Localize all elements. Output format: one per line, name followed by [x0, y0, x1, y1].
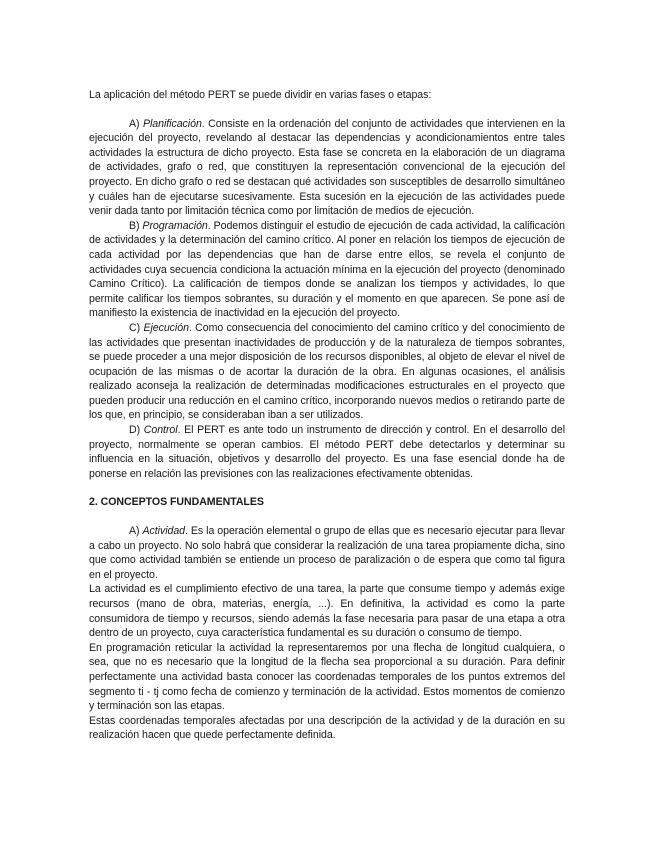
body-paragraph: Estas coordenadas temporales afectadas por una descripción de la actividad y de la duración en su realización hacen que quede perfectamente definida. — [89, 714, 565, 742]
phase-label: C) — [129, 321, 141, 334]
phase-label: B) — [129, 219, 140, 232]
body-paragraph: En programación reticular la actividad la representaremos por una flecha de longitud cualquiera, o sea, que no es necesario que la longitud de la flecha sea proporcional a su duración. Para definir perfectamente una actividad basta conocer las coordenadas temporales de los puntos extremos del segmento ti - tj como fecha de comienzo y terminación de la actividad. Estos momentos de comienzo y terminación son las etapas. — [89, 641, 565, 713]
concept-text: . Es la operación elemental o grupo de ellas que es necesario ejecutar para llevar a cabo un proyecto. No solo habrá que considerar la realización de una tarea propiamente dicha, sino que como actividad también se entiende un proceso de paralización o de espera que como tal figura en el proyecto. — [89, 525, 565, 581]
concept-label: A) — [129, 525, 140, 538]
phase-control — [89, 423, 565, 481]
intro-paragraph: La aplicación del método PERT se puede dividir en varias fases o etapas: — [89, 89, 432, 101]
phase-term: Ejecución — [143, 321, 189, 334]
phase-planificacion — [89, 117, 565, 219]
phase-term: Planificación — [142, 117, 202, 130]
phase-text: . Podemos distinguir el estudio de ejecución de cada actividad, la calificación de actividades y la determinación del camino crítico. Al poner en relación los tiempos de ejecución de cada actividad por las dependencias que han de darse entre ellos, se revela el conjunto de actividades cuya secuencia condiciona la actuación mínima en la ejecución del proyecto (denominado Camino Crítico). La calificación de tiempos donde se analizan los tiempos y actividades, lo que permite calificar los tiempos sobrantes, su duración y el momento en que aparecen. Se pone así de manifiesto la existencia de inactividad en la ejecución del proyecto. — [89, 219, 565, 320]
phase-ejecucion — [89, 321, 565, 423]
document-page — [89, 88, 565, 743]
phase-text: . El PERT es ante todo un instrumento de dirección y control. En el desarrollo del proyecto, normalmente se operan cambios. El método PERT debe detectarlos y determinar su influencia en la situación, objetivos y desarrollo del proyecto. Es una fase esencial donde ha de ponerse en relación las previsiones con las realizaciones efectivamente obtenidas. — [89, 424, 565, 480]
phase-label: A) — [129, 117, 140, 130]
phase-text: . Consiste en la ordenación del conjunto de actividades que intervienen en la ejecución del proyecto, revelando al destacar las dependencias y acondicionamientos entre tales actividades la estructura de dicho proyecto. Esta fase se concreta en la elaboración de un diagrama de actividades, grafo o red, que constituyen la representación convencional de la ejecución del proyecto. En dicho grafo o red se destacan qué actividades son susceptibles de desarrollo simultáneo y cuáles han de ejecutarse sucesivamente. Esta sucesión en la ejecución de las actividades puede venir dada tanto por limitación técnica como por limitación de medios de ejecución. — [89, 117, 565, 218]
phase-term: Programación — [142, 219, 208, 232]
phase-text: . Como consecuencia del conocimiento del camino crítico y del conocimiento de las actividades que presentan inactividades de producción y de la naturaleza de tiempos sobrantes, se puede proceder a una mejor disposición de los recursos disponibles, al objeto de elevar el nivel de ocupación de las mismas o de acortar la duración de la obra. En algunas ocasiones, el análisis realizado aconseja la realización de determinadas modificaciones estructurales en el proyecto que pueden producir una reducción en el camino crítico, incorporando nuevos medios o retirando parte de los que, en principio, se consideraban iban a ser utilizados. — [89, 321, 565, 422]
phase-term: Control — [143, 424, 178, 437]
section-heading: 2. CONCEPTOS FUNDAMENTALES — [89, 496, 264, 509]
concept-term: Actividad — [142, 525, 186, 538]
body-paragraph: La actividad es el cumplimiento efectivo de una tarea, la parte que consume tiempo y además exige recursos (mano de obra, materias, energía, ...). En definitiva, la actividad es como la parte consumidora de tiempo y recursos, siendo además la fase necesaria para pasar de una etapa a otra dentro de un proyecto, cuya característica fundamental es su duración o consumo de tiempo. — [89, 583, 565, 640]
concept-actividad — [89, 524, 565, 582]
phase-programacion — [89, 219, 565, 321]
phase-label: D) — [129, 424, 141, 437]
